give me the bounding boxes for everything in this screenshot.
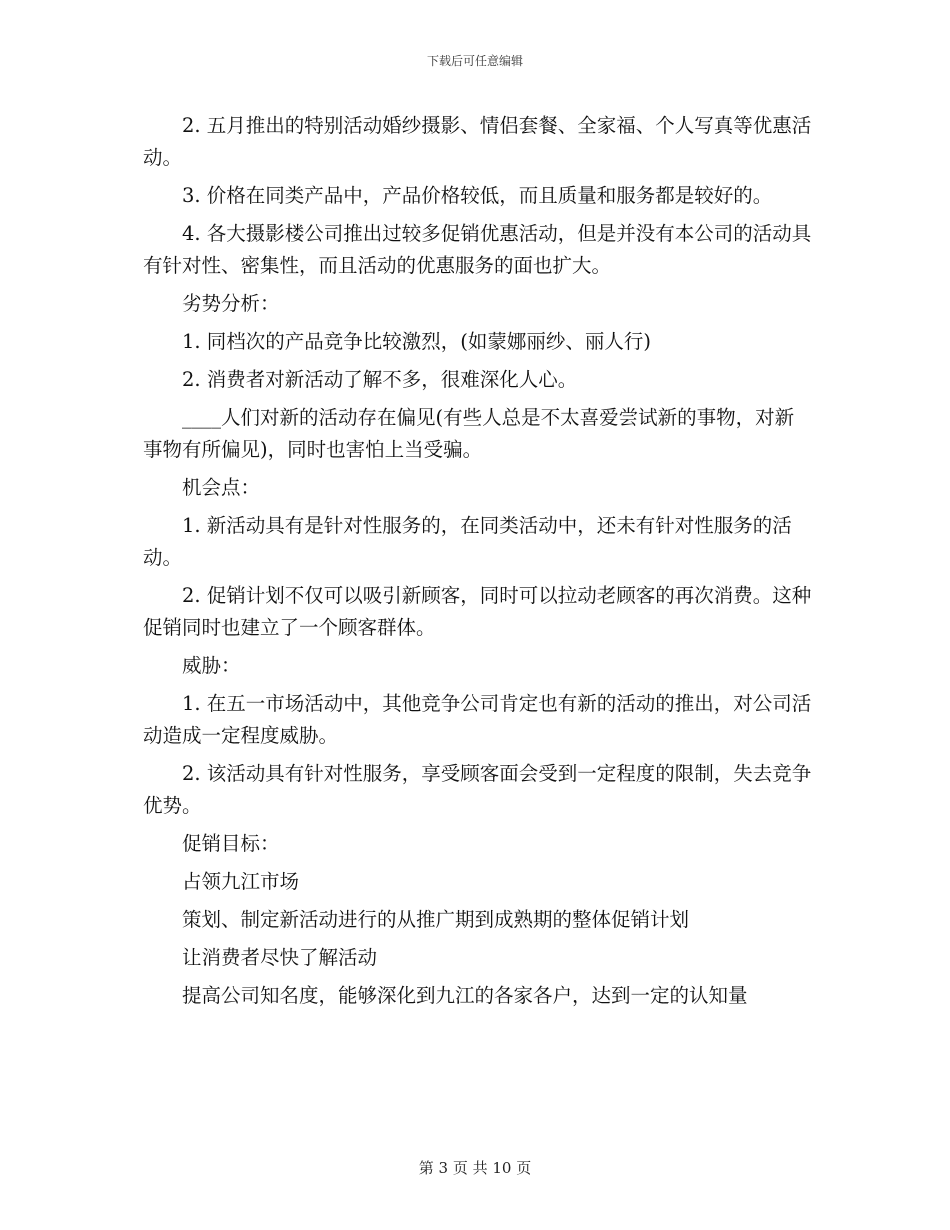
paragraph-item-2: 2. 五月推出的特别活动婚纱摄影、情侣套餐、全家福、个人写真等优惠活动。 (143, 114, 812, 169)
threat-item-2: 2. 该活动具有针对性服务，享受顾客面会受到一定程度的限制，失去竞争优势。 (143, 762, 812, 817)
page-number: 第 3 页 共 10 页 (418, 1159, 532, 1177)
threat-item-1: 1. 在五一市场活动中，其他竞争公司肯定也有新的活动的推出，对公司活动造成一定程度威胁。 (143, 692, 812, 747)
weakness-item-2: 2. 消费者对新活动了解不多，很难深化人心。 (182, 368, 578, 391)
opportunity-item-1: 1. 新活动具有是针对性服务的，在同类活动中，还未有针对性服务的活动。 (143, 514, 792, 569)
section-heading-weakness: 劣势分析： (182, 292, 280, 315)
section-heading-threat: 威胁： (182, 654, 241, 677)
goal-item-4: 提高公司知名度，能够深化到九江的各家各户，达到一定的认知量 (182, 984, 748, 1007)
paragraph-item-3: 3. 价格在同类产品中，产品价格较低，而且质量和服务都是较好的。 (182, 184, 773, 207)
goal-item-1: 占领九江市场 (182, 870, 300, 893)
goal-item-3: 让消费者尽快了解活动 (182, 946, 378, 969)
paragraph-item-4: 4. 各大摄影楼公司推出过较多促销优惠活动，但是并没有本公司的活动具有针对性、密集性，而且活动的优惠服务的面也扩大。 (143, 222, 812, 277)
opportunity-item-2: 2. 促销计划不仅可以吸引新顾客，同时可以拉动老顾客的再次消费。这种促销同时也建立了一个顾客群体。 (143, 584, 812, 639)
header-note: 下载后可任意编辑 (426, 54, 523, 68)
goal-item-2: 策划、制定新活动进行的从推广期到成熟期的整体促销计划 (182, 908, 690, 931)
weakness-item-1: 1. 同档次的产品竞争比较激烈，(如蒙娜丽纱、丽人行) (182, 330, 652, 353)
document-body (143, 110, 813, 1018)
weakness-item-3: ____人们对新的活动存在偏见(有些人总是不太喜爱尝试新的事物，对新事物有所偏见)，同时也害怕上当受骗。 (143, 406, 795, 461)
section-heading-opportunity: 机会点： (182, 476, 261, 499)
section-heading-goal: 促销目标： (182, 832, 280, 855)
